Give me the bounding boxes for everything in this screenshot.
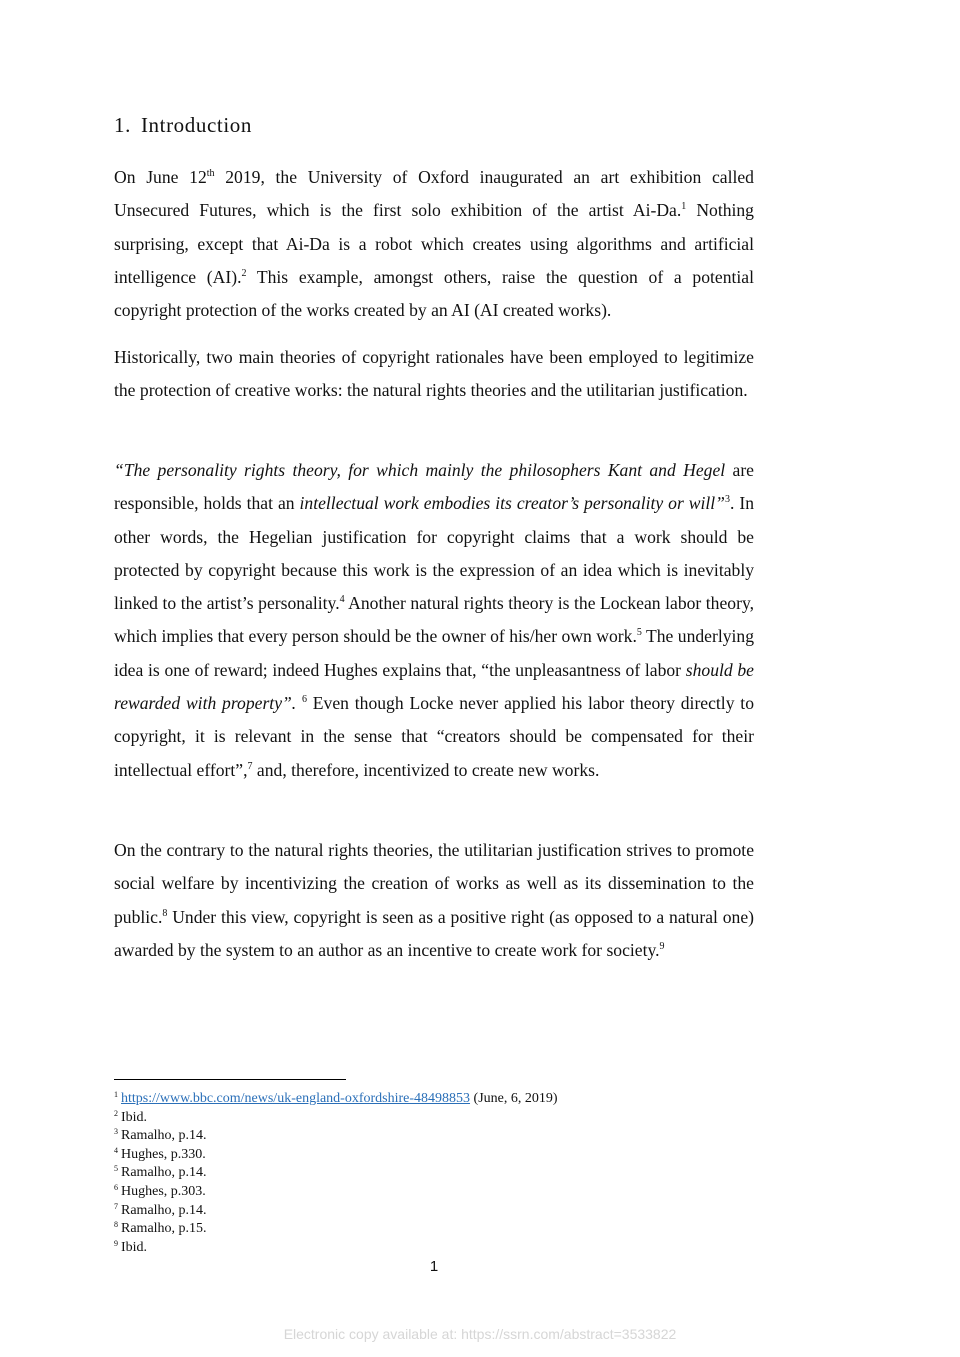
footnote-ref[interactable]: 8 [162, 907, 168, 919]
footnote-ref[interactable]: 7 [247, 760, 253, 772]
footnote-text: Ibid. [121, 1239, 148, 1255]
text-run: The underlying idea is one of reward; indeed Hughes explains that, “the unpleasantness of labor [114, 626, 755, 680]
text-run: Historically, two main theories of copyright rationales have been employed to legitimize the protection of creative works: the natural rights theories and the utilitarian justification. [114, 347, 754, 401]
footnote-item [114, 1220, 754, 1239]
text-run: are responsible, holds that an [114, 460, 754, 514]
footnote-item [114, 1239, 754, 1258]
paragraph-3 [114, 454, 754, 787]
ssrn-footer-note: Electronic copy available at: https://ssrn.com/abstract=3533822 [283, 1326, 677, 1342]
text-run: . In other words, the Hegelian justification for copyright claims that a work should be protected by copyright because this work is the expression of an idea which is inevitably linked to the artist’s personality. [114, 493, 754, 614]
footnotes-list [114, 1090, 754, 1257]
footnote-number: 8 [114, 1220, 118, 1230]
ordinal-suffix: th [206, 168, 215, 179]
footnote-text: Hughes, p.330. [121, 1146, 206, 1162]
footnote-item [114, 1183, 754, 1202]
section-title: Introduction [140, 113, 252, 137]
text-run: 2019, the University of Oxford inaugurated an art exhibition called Unsecured Futures, which is the first solo exhibition of the artist Ai-Da. [114, 167, 754, 221]
italic-quote: “The personality rights theory, for which mainly the philosophers Kant and Hegel [114, 460, 726, 480]
footnote-item [114, 1164, 754, 1183]
page-number: 1 [429, 1258, 439, 1275]
section-number: 1. [114, 113, 131, 137]
footnote-ref[interactable]: 9 [659, 940, 665, 952]
footnote-number: 6 [114, 1182, 118, 1192]
footnote-text: Ramalho, p.15. [121, 1221, 207, 1237]
text-run: On the contrary to the natural rights theories, the utilitarian justification strives to promote social welfare by incentivizing the creation of works as well as its dissemination to the public. [114, 840, 754, 927]
paragraph-1 [114, 161, 754, 327]
footnote-text: Ramalho, p.14. [121, 1128, 207, 1144]
footnote-item [114, 1090, 754, 1109]
footnote-ref[interactable]: 2 [241, 267, 247, 279]
text-run: and, therefore, incentivized to create new works. [252, 759, 600, 780]
footnote-ref[interactable]: 6 [302, 694, 307, 706]
footnote-number: 1 [114, 1090, 118, 1099]
footnote-text: Hughes, p.303. [121, 1183, 206, 1199]
footnote-ref[interactable]: 1 [681, 201, 687, 213]
text-run: This example, amongst others, raise the question of a potential copyright protection of the works created by an AI (AI created works). [114, 266, 754, 321]
footnote-link[interactable]: https://www.bbc.com/news/uk-england-oxfordshire-48498853 [121, 1091, 471, 1106]
footnote-number: 2 [114, 1108, 118, 1118]
footnote-ref[interactable]: 5 [636, 627, 642, 639]
footnote-text: (June, 6, 2019) [470, 1091, 558, 1106]
italic-quote: intellectual work embodies its creator’s personality or will” [299, 493, 725, 514]
footnote-separator [114, 1079, 346, 1080]
paragraph-2 [114, 341, 754, 408]
footnote-number: 3 [114, 1127, 118, 1137]
footnote-ref[interactable]: 3 [724, 494, 730, 506]
footnote-item [114, 1109, 754, 1128]
italic-quote: should be rewarded with property”. [114, 659, 754, 714]
text-run: Under this view, copyright is seen as a positive right (as opposed to a natural one) awarded by the system to an author as an incentive to create work for society. [114, 906, 754, 960]
footnote-ref[interactable]: 4 [339, 594, 345, 606]
text-run: Another natural rights theory is the Lockean labor theory, which implies that every person should be the owner of his/her own work. [114, 593, 754, 647]
text-run: On June 12 [114, 167, 207, 187]
footnote-item [114, 1202, 754, 1221]
footnote-text: Ramalho, p.14. [121, 1165, 207, 1181]
section-heading [114, 113, 252, 138]
footnote-item [114, 1146, 754, 1165]
footnote-number: 9 [114, 1238, 118, 1248]
paragraph-4 [114, 834, 754, 967]
text-run: Even though Locke never applied his labor theory directly to copyright, it is relevant in the sense that “creators should be compensated for their intellectual effort”, [114, 693, 754, 780]
text-run: Nothing surprising, except that Ai-Da is a robot which creates using algorithms and artificial intelligence (AI). [114, 200, 754, 287]
footnote-number: 4 [114, 1145, 118, 1155]
footnote-number: 7 [114, 1201, 118, 1211]
footnote-text: Ibid. [121, 1109, 148, 1125]
footnote-text: Ramalho, p.14. [121, 1202, 207, 1218]
footnote-item [114, 1127, 754, 1146]
footnote-number: 5 [114, 1164, 118, 1174]
